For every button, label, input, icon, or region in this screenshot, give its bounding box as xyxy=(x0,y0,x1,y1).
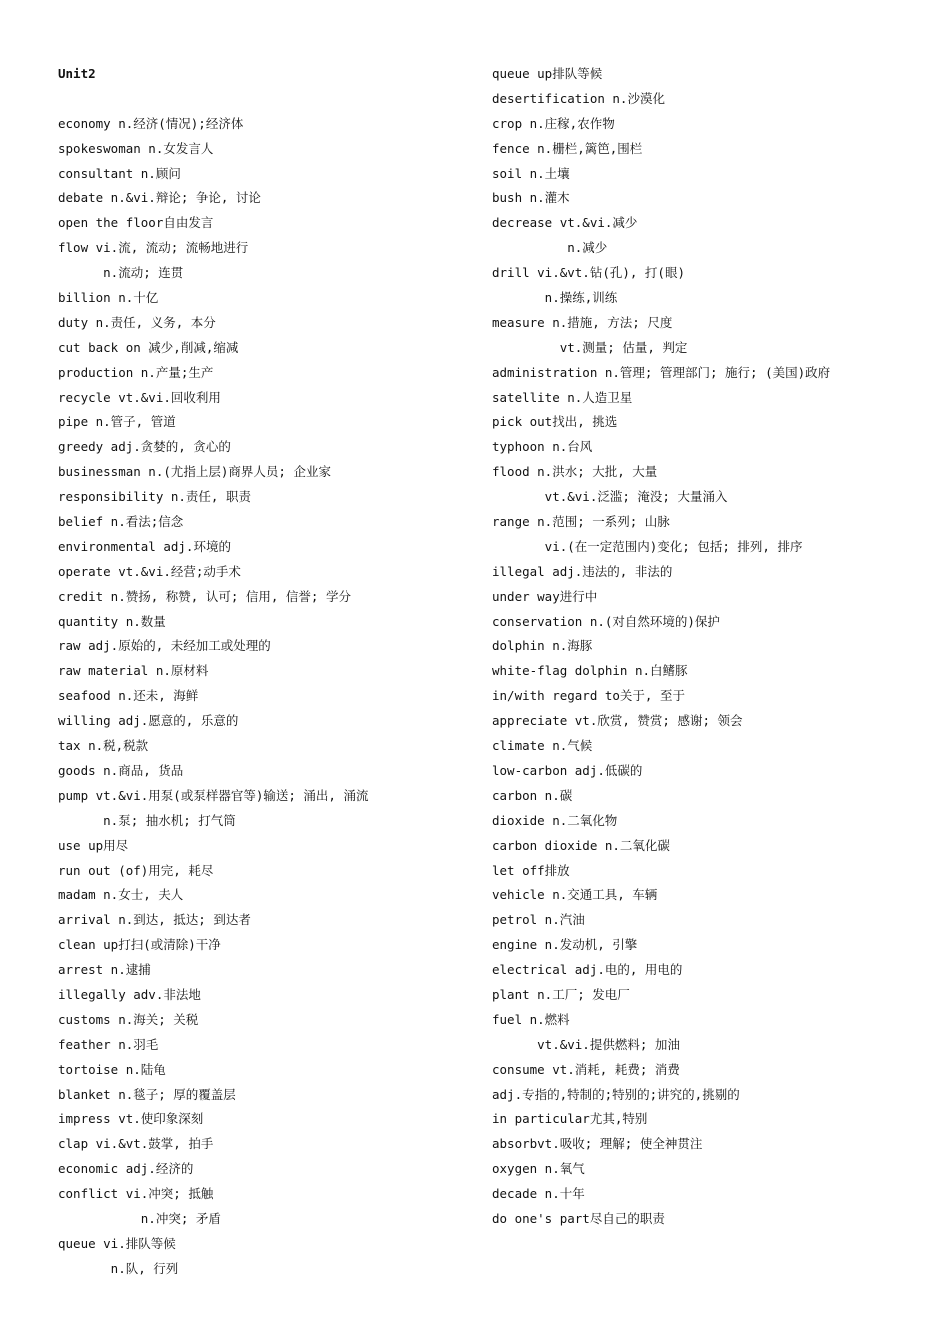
vocab-entry: carbon n.碳 xyxy=(492,787,573,803)
vocab-entry: petrol n.汽油 xyxy=(492,912,585,928)
vocab-entry: conservation n.(对自然环境的)保护 xyxy=(492,613,720,629)
vocab-entry: madam n.女士, 夫人 xyxy=(58,887,184,903)
vocab-entry: goods n.商品, 货品 xyxy=(58,762,184,778)
vocab-entry: duty n.责任, 义务, 本分 xyxy=(58,314,216,330)
vocab-entry: environmental adj.环境的 xyxy=(58,538,231,554)
unit-title: Unit2 xyxy=(58,66,96,81)
vocab-entry: appreciate vt.欣赏, 赞赏; 感谢; 领会 xyxy=(492,713,743,729)
vocab-entry: debate n.&vi.辩论; 争论, 讨论 xyxy=(58,190,261,206)
vocab-entry: queue vi.排队等候 xyxy=(58,1235,176,1251)
vocab-entry: tax n.税,税款 xyxy=(58,738,149,754)
vocab-entry: illegally adv.非法地 xyxy=(58,986,201,1002)
vocab-entry: economy n.经济(情况);经济体 xyxy=(58,115,244,131)
vocab-entry: quantity n.数量 xyxy=(58,613,166,629)
vocab-entry: arrival n.到达, 抵达; 到达者 xyxy=(58,912,251,928)
vocab-entry: responsibility n.责任, 职责 xyxy=(58,489,251,505)
vocab-entry: climate n.气候 xyxy=(492,738,593,754)
vocab-entry: flow vi.流, 流动; 流畅地进行 xyxy=(58,240,249,256)
vocab-entry: vt.&vi.提供燃料; 加油 xyxy=(492,1036,680,1052)
vocab-entry: arrest n.逮捕 xyxy=(58,962,151,978)
vocab-entry: do one's part尽自己的职责 xyxy=(492,1210,665,1226)
vocab-entry: n.队, 行列 xyxy=(58,1260,179,1276)
vocab-entry: willing adj.愿意的, 乐意的 xyxy=(58,713,239,729)
vocab-entry: conflict vi.冲突; 抵触 xyxy=(58,1186,214,1202)
vocab-entry: decrease vt.&vi.减少 xyxy=(492,215,638,231)
vocab-entry: electrical adj.电的, 用电的 xyxy=(492,962,683,978)
vocab-entry: spokeswoman n.女发言人 xyxy=(58,140,214,156)
vocab-entry: credit n.赞扬, 称赞, 认可; 信用, 信誉; 学分 xyxy=(58,588,351,604)
vocab-entry: absorbvt.吸收; 理解; 使全神贯注 xyxy=(492,1136,703,1152)
vocab-entry: consultant n.顾问 xyxy=(58,165,181,181)
vocab-entry: flood n.洪水; 大批, 大量 xyxy=(492,464,658,480)
vocab-entry: drill vi.&vt.钻(孔), 打(眼) xyxy=(492,265,685,281)
vocab-entry: production n.产量;生产 xyxy=(58,364,214,380)
vocab-entry: impress vt.使印象深刻 xyxy=(58,1111,204,1127)
vocab-entry: greedy adj.贪婪的, 贪心的 xyxy=(58,439,231,455)
vocab-entry: illegal adj.违法的, 非法的 xyxy=(492,563,673,579)
vocab-entry: bush n.灌木 xyxy=(492,190,570,206)
vocab-entry: desertification n.沙漠化 xyxy=(492,90,665,106)
vocab-entry: measure n.措施, 方法; 尺度 xyxy=(492,314,673,330)
vocab-entry: white-flag dolphin n.白鳍豚 xyxy=(492,663,688,679)
vocab-entry: belief n.看法;信念 xyxy=(58,514,184,530)
vocab-entry: businessman n.(尤指上层)商界人员; 企业家 xyxy=(58,464,331,480)
right-column xyxy=(492,62,932,1232)
left-column xyxy=(58,62,478,1282)
vocab-entry: carbon dioxide n.二氧化碳 xyxy=(492,837,670,853)
vocab-entry: oxygen n.氧气 xyxy=(492,1161,585,1177)
vocab-entry: pick out找出, 挑选 xyxy=(492,414,618,430)
vocab-entry: billion n.十亿 xyxy=(58,290,159,306)
vocab-entry: under way进行中 xyxy=(492,588,598,604)
vocab-entry: let off排放 xyxy=(492,862,570,878)
vocab-entry: vehicle n.交通工具, 车辆 xyxy=(492,887,658,903)
vocab-entry: range n.范围; 一系列; 山脉 xyxy=(492,514,670,530)
vocab-entry: operate vt.&vi.经营;动手术 xyxy=(58,563,241,579)
vocab-entry: soil n.土壤 xyxy=(492,165,570,181)
vocab-entry: run out (of)用完, 耗尽 xyxy=(58,862,214,878)
vocab-entry: dolphin n.海豚 xyxy=(492,638,593,654)
vocab-entry: customs n.海关; 关税 xyxy=(58,1011,199,1027)
vocab-entry: blanket n.毯子; 厚的覆盖层 xyxy=(58,1086,236,1102)
vocab-entry: n.操练,训练 xyxy=(492,290,618,306)
vocab-entry: pump vt.&vi.用泵(或泵样器官等)输送; 涌出, 涌流 xyxy=(58,787,369,803)
vocab-entry: plant n.工厂; 发电厂 xyxy=(492,986,630,1002)
vocab-entry: adj.专指的,特制的;特别的;讲究的,挑剔的 xyxy=(492,1086,740,1102)
vocab-entry: tortoise n.陆龟 xyxy=(58,1061,166,1077)
vocab-entry: consume vt.消耗, 耗费; 消费 xyxy=(492,1061,680,1077)
vocab-entry: crop n.庄稼,农作物 xyxy=(492,115,615,131)
vocab-entry: queue up排队等候 xyxy=(492,66,603,81)
vocab-entry: recycle vt.&vi.回收利用 xyxy=(58,389,221,405)
vocab-entry: seafood n.还未, 海鲜 xyxy=(58,688,199,704)
vocab-entry: clap vi.&vt.鼓掌, 拍手 xyxy=(58,1136,214,1152)
vocab-entry: fuel n.燃料 xyxy=(492,1011,570,1027)
vocab-entry: raw adj.原始的, 未经加工或处理的 xyxy=(58,638,271,654)
vocab-entry xyxy=(58,87,478,112)
vocab-entry: typhoon n.台风 xyxy=(492,439,593,455)
vocab-entry: satellite n.人造卫星 xyxy=(492,389,633,405)
vocab-entry: engine n.发动机, 引擎 xyxy=(492,937,638,953)
vocab-entry: n.流动; 连贯 xyxy=(58,265,184,281)
vocab-entry: in/with regard to关于, 至于 xyxy=(492,688,685,704)
vocab-entry: in particular尤其,特别 xyxy=(492,1111,648,1127)
vocab-entry: n.减少 xyxy=(492,240,608,256)
vocab-entry: fence n.栅栏,篱笆,围栏 xyxy=(492,140,643,156)
vocab-entry: clean up打扫(或清除)干净 xyxy=(58,937,221,953)
vocab-entry: pipe n.管子, 管道 xyxy=(58,414,176,430)
vocab-entry: n.泵; 抽水机; 打气筒 xyxy=(58,812,236,828)
vocab-entry: feather n.羽毛 xyxy=(58,1036,159,1052)
vocab-entry: low-carbon adj.低碳的 xyxy=(492,762,643,778)
vocab-entry: raw material n.原材料 xyxy=(58,663,209,679)
vocab-entry: administration n.管理; 管理部门; 施行; (美国)政府 xyxy=(492,364,831,380)
vocab-entry: open the floor自由发言 xyxy=(58,215,214,231)
vocab-entry: economic adj.经济的 xyxy=(58,1161,194,1177)
vocab-entry: decade n.十年 xyxy=(492,1186,585,1202)
vocab-entry: vi.(在一定范围内)变化; 包括; 排列, 排序 xyxy=(492,538,803,554)
vocab-entry: use up用尽 xyxy=(58,837,129,853)
vocab-entry: dioxide n.二氧化物 xyxy=(492,812,618,828)
vocab-entry: vt.测量; 估量, 判定 xyxy=(492,339,688,355)
vocab-entry: vt.&vi.泛滥; 淹没; 大量涌入 xyxy=(492,489,728,505)
vocab-entry: n.冲突; 矛盾 xyxy=(58,1210,221,1226)
vocab-entry: cut back on 减少,削减,缩减 xyxy=(58,339,239,355)
